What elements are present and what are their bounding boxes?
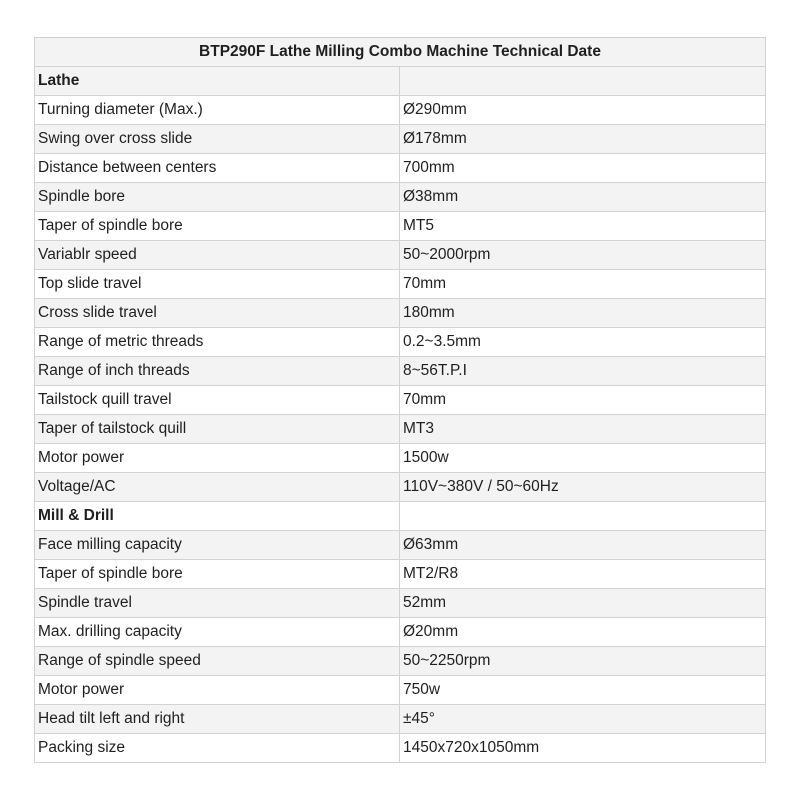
spec-value: 8~56T.P.I	[400, 357, 766, 386]
table-row	[35, 328, 766, 357]
spec-label: Max. drilling capacity	[35, 618, 400, 647]
spec-value: 50~2000rpm	[400, 241, 766, 270]
spec-value: 110V~380V / 50~60Hz	[400, 473, 766, 502]
table-row	[35, 154, 766, 183]
section-empty-cell	[400, 67, 766, 96]
spec-value: 700mm	[400, 154, 766, 183]
spec-value: Ø63mm	[400, 531, 766, 560]
spec-value: 70mm	[400, 386, 766, 415]
spec-label: Tailstock quill travel	[35, 386, 400, 415]
table-title: BTP290F Lathe Milling Combo Machine Technical Date	[35, 38, 766, 67]
table-row	[35, 212, 766, 241]
spec-value: 1500w	[400, 444, 766, 473]
spec-label: Motor power	[35, 676, 400, 705]
spec-value: MT5	[400, 212, 766, 241]
spec-value: Ø20mm	[400, 618, 766, 647]
spec-value: 50~2250rpm	[400, 647, 766, 676]
table-row	[35, 386, 766, 415]
spec-label: Taper of spindle bore	[35, 560, 400, 589]
spec-value: 1450x720x1050mm	[400, 734, 766, 763]
section-heading-lathe: Lathe	[35, 67, 400, 96]
table-row	[35, 357, 766, 386]
spec-label: Taper of spindle bore	[35, 212, 400, 241]
spec-label: Voltage/AC	[35, 473, 400, 502]
spec-table	[34, 37, 766, 763]
spec-value: 52mm	[400, 589, 766, 618]
spec-value: 750w	[400, 676, 766, 705]
spec-label: Swing over cross slide	[35, 125, 400, 154]
spec-label: Range of spindle speed	[35, 647, 400, 676]
table-row	[35, 734, 766, 763]
spec-label: Head tilt left and right	[35, 705, 400, 734]
table-row	[35, 299, 766, 328]
table-row	[35, 618, 766, 647]
table-row	[35, 125, 766, 154]
spec-value: 0.2~3.5mm	[400, 328, 766, 357]
spec-label: Packing size	[35, 734, 400, 763]
table-row	[35, 560, 766, 589]
table-row	[35, 444, 766, 473]
spec-label: Top slide travel	[35, 270, 400, 299]
table-row	[35, 96, 766, 125]
table-row	[35, 473, 766, 502]
table-row	[35, 647, 766, 676]
spec-label: Spindle travel	[35, 589, 400, 618]
spec-label: Range of metric threads	[35, 328, 400, 357]
spec-label: Variablr speed	[35, 241, 400, 270]
spec-label: Spindle bore	[35, 183, 400, 212]
section-empty-cell	[400, 502, 766, 531]
spec-value: Ø290mm	[400, 96, 766, 125]
table-row	[35, 676, 766, 705]
spec-value: MT3	[400, 415, 766, 444]
table-row	[35, 241, 766, 270]
spec-value: Ø38mm	[400, 183, 766, 212]
spec-value: 70mm	[400, 270, 766, 299]
spec-label: Range of inch threads	[35, 357, 400, 386]
spec-value: MT2/R8	[400, 560, 766, 589]
table-row	[35, 270, 766, 299]
spec-label: Cross slide travel	[35, 299, 400, 328]
spec-label: Motor power	[35, 444, 400, 473]
spec-value: 180mm	[400, 299, 766, 328]
section-heading-mill: Mill & Drill	[35, 502, 400, 531]
spec-value: ±45°	[400, 705, 766, 734]
table-row	[35, 705, 766, 734]
table-row	[35, 415, 766, 444]
spec-label: Distance between centers	[35, 154, 400, 183]
spec-label: Turning diameter (Max.)	[35, 96, 400, 125]
spec-label: Taper of tailstock quill	[35, 415, 400, 444]
section-row-lathe	[35, 67, 766, 96]
spec-value: Ø178mm	[400, 125, 766, 154]
title-row	[35, 38, 766, 67]
table-row	[35, 183, 766, 212]
section-row-mill	[35, 502, 766, 531]
table-row	[35, 531, 766, 560]
table-row	[35, 589, 766, 618]
spec-label: Face milling capacity	[35, 531, 400, 560]
